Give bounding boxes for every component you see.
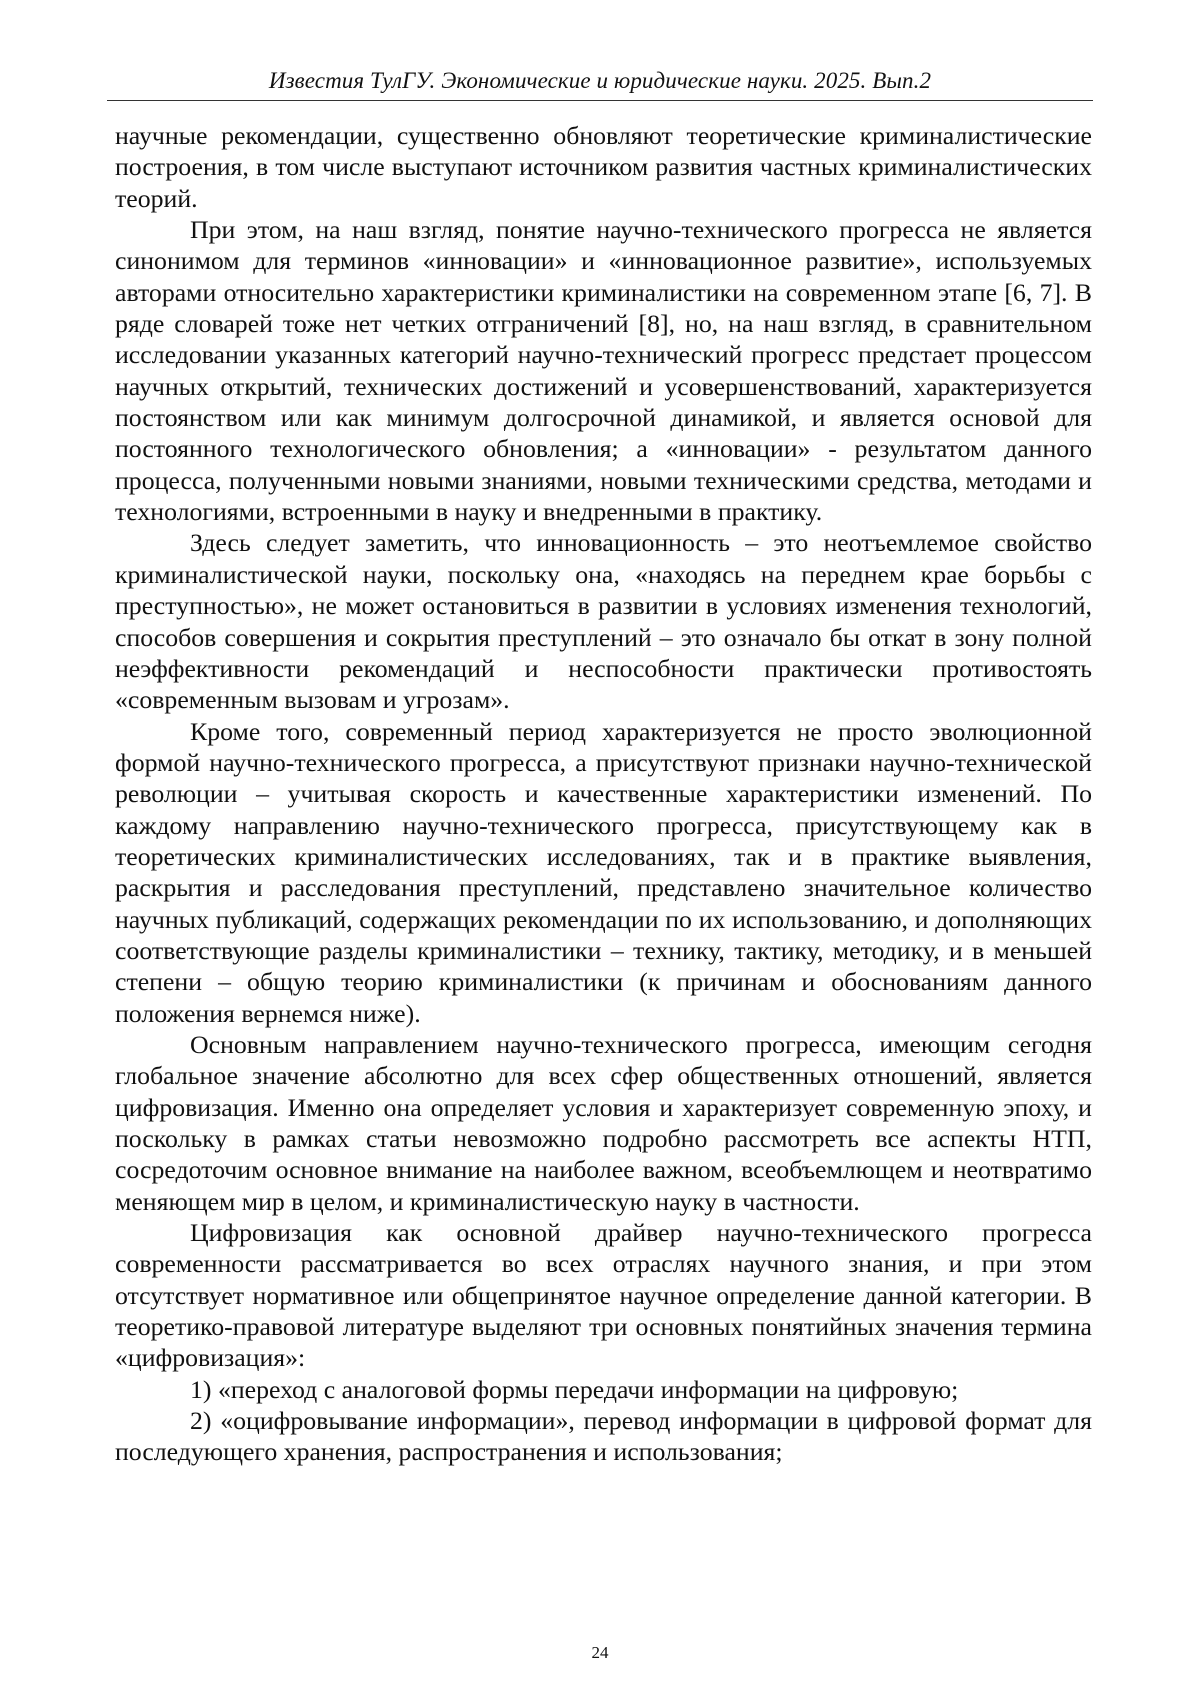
running-header: Известия ТулГУ. Экономические и юридические науки. 2025. Вып.2 xyxy=(107,68,1093,94)
article-body xyxy=(115,120,1092,1468)
paragraph-continued: научные рекомендации, существенно обновляют теоретические криминалистические построения, в том числе выступают источником развития частных криминалистических теорий. xyxy=(115,120,1092,214)
paragraph-innovativeness: Здесь следует заметить, что инновационность – это неотъемлемое свойство криминалистической науки, поскольку она, «находясь на переднем крае борьбы с преступностью», не может остановиться в развитии в условиях изменения технологий, способов совершения и сокрытия преступлений – это означало бы откат в зону полной неэффективности рекомендаций и неспособности практически противостоять «современным вызовам и угрозам». xyxy=(115,527,1092,715)
journal-page xyxy=(0,0,1200,1697)
paragraph-digitalization: Основным направлением научно-технического прогресса, имеющим сегодня глобальное значение абсолютно для всех сфер общественных отношений, является цифровизация. Именно она определяет условия и характеризует современную эпоху, и поскольку в рамках статьи невозможно подробно рассмотреть все аспекты НТП, сосредоточим основное внимание на наиболее важном, всеобъемлющем и неотвратимо меняющем мир в целом, и криминалистическую науку в частности. xyxy=(115,1029,1092,1217)
paragraph-ntp-vs-innovation: При этом, на наш взгляд, понятие научно-технического прогресса не является синонимом для терминов «инновации» и «инновационное развитие», используемых авторами относительно характеристики криминалистики на современном этапе [6, 7]. В ряде словарей тоже нет четких отграничений [8], но, на наш взгляд, в сравнительном исследовании указанных категорий научно-технический прогресс предстает процессом научных открытий, технических достижений и усовершенствований, характеризуется постоянством или как минимум долгосрочной динамикой, и является основой для постоянного технологического обновления; а «инновации» - результатом данного процесса, полученными новыми знаниями, новыми техническими средства, методами и технологиями, встроенными в науку и внедренными в практику. xyxy=(115,214,1092,527)
paragraph-scientific-revolution: Кроме того, современный период характеризуется не просто эволюционной формой научно-технического прогресса, а присутствуют признаки научно-технической революции – учитывая скорость и качественные характеристики изменений. По каждому направлению научно-технического прогресса, присутствующему как в теоретических криминалистических исследованиях, так и в практике выявления, раскрытия и расследования преступлений, представлено значительное количество научных публикаций, содержащих рекомендации по их использованию, и дополняющих соответствующие разделы криминалистики – технику, тактику, методику, и в меньшей степени – общую теорию криминалистики (к причинам и обоснованиям данного положения вернемся ниже). xyxy=(115,716,1092,1029)
header-divider xyxy=(107,100,1093,101)
paragraph-digitalization-definition: Цифровизация как основной драйвер научно-технического прогресса современности рассматривается во всех отраслях научного знания, и при этом отсутствует нормативное или общепринятое научное определение данной категории. В теоретико-правовой литературе выделяют три основных понятийных значения термина «цифровизация»: xyxy=(115,1217,1092,1374)
page-number: 24 xyxy=(0,1643,1200,1663)
list-item-1: 1) «переход с аналоговой формы передачи информации на цифровую; xyxy=(115,1374,1092,1405)
list-item-2: 2) «оцифровывание информации», перевод информации в цифровой формат для последующего хранения, распространения и использования; xyxy=(115,1405,1092,1468)
